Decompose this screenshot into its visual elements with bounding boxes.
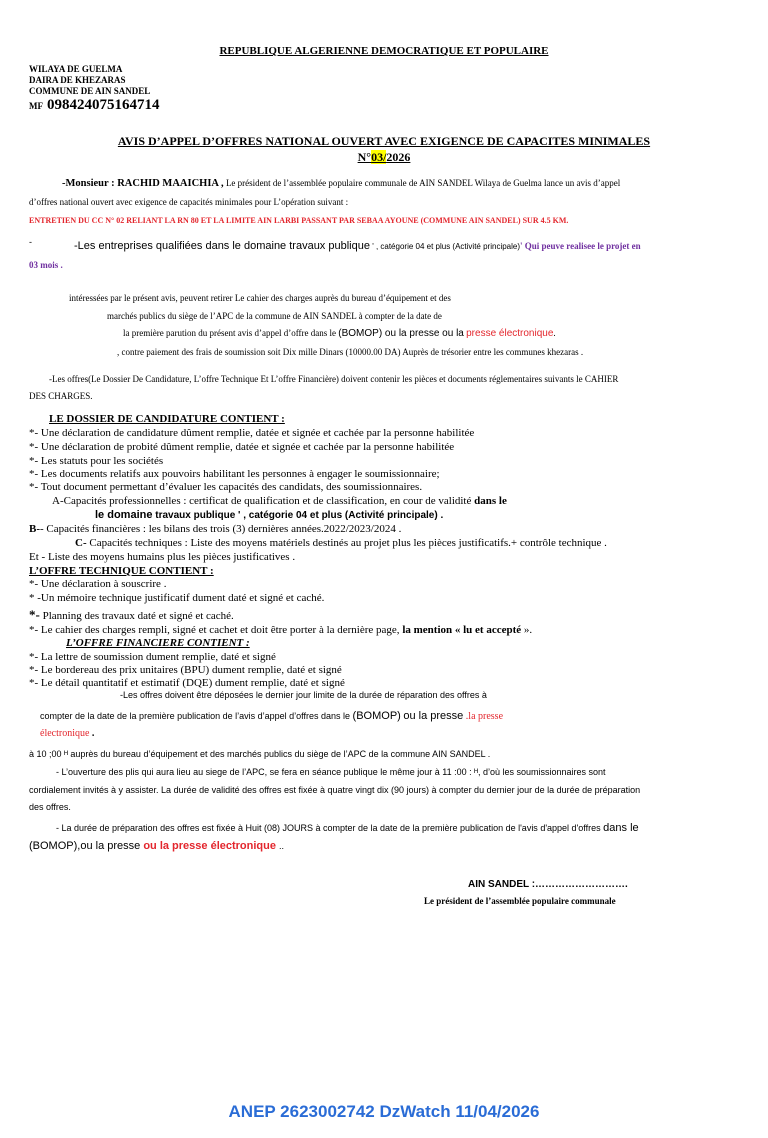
cahier-end: ». xyxy=(523,624,533,636)
retrait-line-3 xyxy=(123,328,556,339)
duree-presse-electronique: ou la presse électronique xyxy=(143,840,276,852)
intro-president-name: -Monsieur : RACHID MAAICHIA , xyxy=(62,178,224,189)
depot-line-2 xyxy=(40,710,503,722)
depot-line-4: à 10 ;00 ᴴ auprès du bureau d’équipement et des marchés publics du siège de l’APC de la commune AIN SANDEL . xyxy=(29,749,491,759)
capacity-b-line xyxy=(29,523,401,535)
capacity-c-label: C- xyxy=(75,537,87,549)
qualification-dash: - xyxy=(29,237,32,247)
qualification-part-1: -Les entreprises qualifiées dans le domaine travaux publique xyxy=(74,240,370,252)
depot-period: . xyxy=(91,728,95,739)
depot-presse: ou la presse xyxy=(403,710,464,722)
technique-planning xyxy=(29,607,234,623)
offres-intro-line-2: DES CHARGES. xyxy=(29,391,93,401)
retrait-line-2: marchés publics du siège de l’APC de la commune de AIN SANDEL à compter de la date de xyxy=(107,311,442,321)
daira-line: DAIRA DE KHEZARAS xyxy=(29,75,126,85)
signature-title: Le président de l’assemblée populaire communale xyxy=(424,896,616,906)
financiere-item: *- Le bordereau des prix unitaires (BPU) dument remplie, daté et signé xyxy=(29,664,342,676)
qualification-part-2: ' , catégorie 04 et plus (Activité principale) xyxy=(369,242,521,251)
cahier-text: *- Le cahier des charges rempli, signé et cachet et doit être porter à la dernière page, xyxy=(29,624,400,636)
dossier-item: *- Tout document permettant d’évaluer les capacités des candidats, des soumissionnaires. xyxy=(29,481,423,493)
retrait-electronic-press: presse électronique xyxy=(466,328,554,339)
depot-line-1: -Les offres doivent être déposées le dernier jour limite de la durée de réparation des offres à xyxy=(120,690,487,700)
qualification-part-3: ' Qui peuve realisee le projet en xyxy=(520,241,641,251)
dossier-heading: LE DOSSIER DE CANDIDATURE CONTIENT : xyxy=(49,413,285,425)
duree-line-2a: (BOMOP),ou la presse xyxy=(29,840,141,852)
intro-text: Le président de l’assemblée populaire communale de AIN SANDEL Wilaya de Guelma lance un avis d’appel xyxy=(225,178,621,188)
technique-item: * -Un mémoire technique justificatif dument daté et signé et caché. xyxy=(29,592,325,604)
mf-label: MF xyxy=(29,101,43,111)
technique-heading: L’OFFRE TECHNIQUE CONTIENT : xyxy=(29,565,214,577)
cahier-mention: la mention « lu et accepté xyxy=(402,624,522,636)
dossier-item: *- Les statuts pour les sociétés xyxy=(29,455,164,467)
depot-line-3 xyxy=(40,728,94,739)
qualification-duration: 03 mois . xyxy=(29,260,63,270)
notice-number-year: 2026 xyxy=(386,150,411,164)
retrait-line-1: intéressées par le présent avis, peuvent retirer Le cahier des charges auprès du bureau d’équipement et des xyxy=(69,293,451,303)
notice-number-highlight: 03/ xyxy=(371,150,387,164)
footer-reference: ANEP 2623002742 DzWatch 11/04/2026 xyxy=(228,1102,540,1121)
capacity-b-label: B- xyxy=(29,523,40,535)
intro-line-2: d’offres national ouvert avec exigence de capacités minimales pour L’opération suivant : xyxy=(29,197,349,207)
planning-text: Planning des travaux daté et signé et caché. xyxy=(42,610,234,622)
financiere-item: *- La lettre de soumission dument remplie, daté et signé xyxy=(29,651,276,663)
technique-item: *- Une déclaration à souscrire . xyxy=(29,578,167,590)
retrait-line-3d: . xyxy=(553,328,556,338)
financiere-item: *- Le détail quantitatif et estimatif (DQE) dument remplie, daté et signé xyxy=(29,677,345,689)
duree-line-1a: - La durée de préparation des offres est fixée à Huit (08) JOURS à compter de la date de la première publication de l'avis d'appel d'offres xyxy=(56,823,601,833)
depot-presse-electronique: .la presse xyxy=(465,711,504,722)
notice-number xyxy=(0,150,768,165)
retrait-line-3b: (BOMOP) ou la presse ou la xyxy=(338,328,464,339)
capacity-a-bold: dans le xyxy=(474,495,507,507)
dossier-item: *- Une déclaration de candidature dûment remplie, datée et signée et cachée par la personne habilitée xyxy=(29,427,475,439)
intro-line-1 xyxy=(62,178,620,189)
dossier-item: *- Une déclaration de probité dûment remplie, datée et signée et cachée par la personne habilitée xyxy=(29,441,455,453)
financiere-heading: L’OFFRE FINANCIERE CONTIENT : xyxy=(66,637,250,649)
mf-line xyxy=(29,96,160,114)
depot-bomop: (BOMOP) xyxy=(352,710,401,722)
retrait-line-3a: la première parution du présent avis d’appel d’offre dans le xyxy=(123,328,337,338)
wilaya-line: WILAYA DE GUELMA xyxy=(29,64,123,74)
republic-title: REPUBLIQUE ALGERIENNE DEMOCRATIQUE ET POPULAIRE xyxy=(219,45,549,57)
technique-cahier xyxy=(29,624,532,636)
duree-dans-le: dans le xyxy=(603,822,639,834)
ouverture-line-1: - L’ouverture des plis qui aura lieu au siege de l’APC, se fera en séance publique le même jour à 11 :00 : ᴴ, d’où les soumissionnaires sont xyxy=(56,767,606,777)
notice-number-prefix: N° xyxy=(357,150,372,164)
signature-place: AIN SANDEL :………………………. xyxy=(468,879,628,890)
capacity-a-category: travaux publique ' , catégorie 04 et plus (Activité principale) . xyxy=(155,510,444,521)
duree-line-1 xyxy=(56,822,639,834)
retrait-line-4: , contre paiement des frais de soumission soit Dix mille Dinars (10000.00 DA) Auprès de trésorier entre les communes khezaras . xyxy=(117,347,584,357)
notice-title: AVIS D’APPEL D’OFFRES NATIONAL OUVERT AVEC EXIGENCE DE CAPACITES MINIMALES xyxy=(117,134,651,148)
duree-line-2c: .. xyxy=(279,841,285,851)
capacity-a-text: A-Capacités professionnelles : certificat de qualification et de classification, en cour de validité xyxy=(52,495,472,507)
capacity-c-line xyxy=(75,537,607,549)
planning-star: *- xyxy=(29,607,40,622)
duree-line-2 xyxy=(29,840,284,852)
ouverture-line-3: des offres. xyxy=(29,802,71,812)
capacity-b-text: - Capacités financières : les bilans des trois (3) dernières années.2022/2023/2024 . xyxy=(40,523,402,535)
offres-intro-line-1: -Les offres(Le Dossier De Candidature, L’offre Technique Et L’offre Financière) doivent contenir les pièces et documents réglementaires suivants le CAHIER xyxy=(49,374,619,384)
capacity-a-domain: le domaine xyxy=(95,509,153,521)
capacity-c-text: Capacités techniques : Liste des moyens matériels destinés au projet plus les pièces justificatifs.+ contrôle technique . xyxy=(89,537,607,549)
operation-title: ENTRETIEN DU CC N° 02 RELIANT LA RN 80 ET LA LIMITE AIN LARBI PASSANT PAR SEBAA AYOUNE (COMMUNE AIN SANDEL) SUR 4.5 KM. xyxy=(29,216,569,225)
dossier-item: *- Les documents relatifs aux pouvoirs habilitant les personnes à engager le soumissionnaire; xyxy=(29,468,440,480)
commune-line: COMMUNE DE AIN SANDEL xyxy=(29,86,151,96)
depot-line-2a: compter de la date de la première publication de l’avis d’appel d’offres dans le xyxy=(40,711,351,721)
capacity-c-line-2: Et - Liste des moyens humains plus les pièces justificatives . xyxy=(29,551,296,563)
depot-electronique: électronique xyxy=(40,728,90,739)
capacity-a-line xyxy=(52,495,507,507)
qualification-line xyxy=(74,236,641,254)
capacity-a-line-2 xyxy=(95,509,443,521)
mf-number: 098424075164714 xyxy=(47,97,160,113)
ouverture-line-2: cordialement invités à y assister. La durée de validité des offres est fixée à quatre vingt dix (90 jours) à compter du dernier jour de la durée de préparation xyxy=(29,785,641,795)
